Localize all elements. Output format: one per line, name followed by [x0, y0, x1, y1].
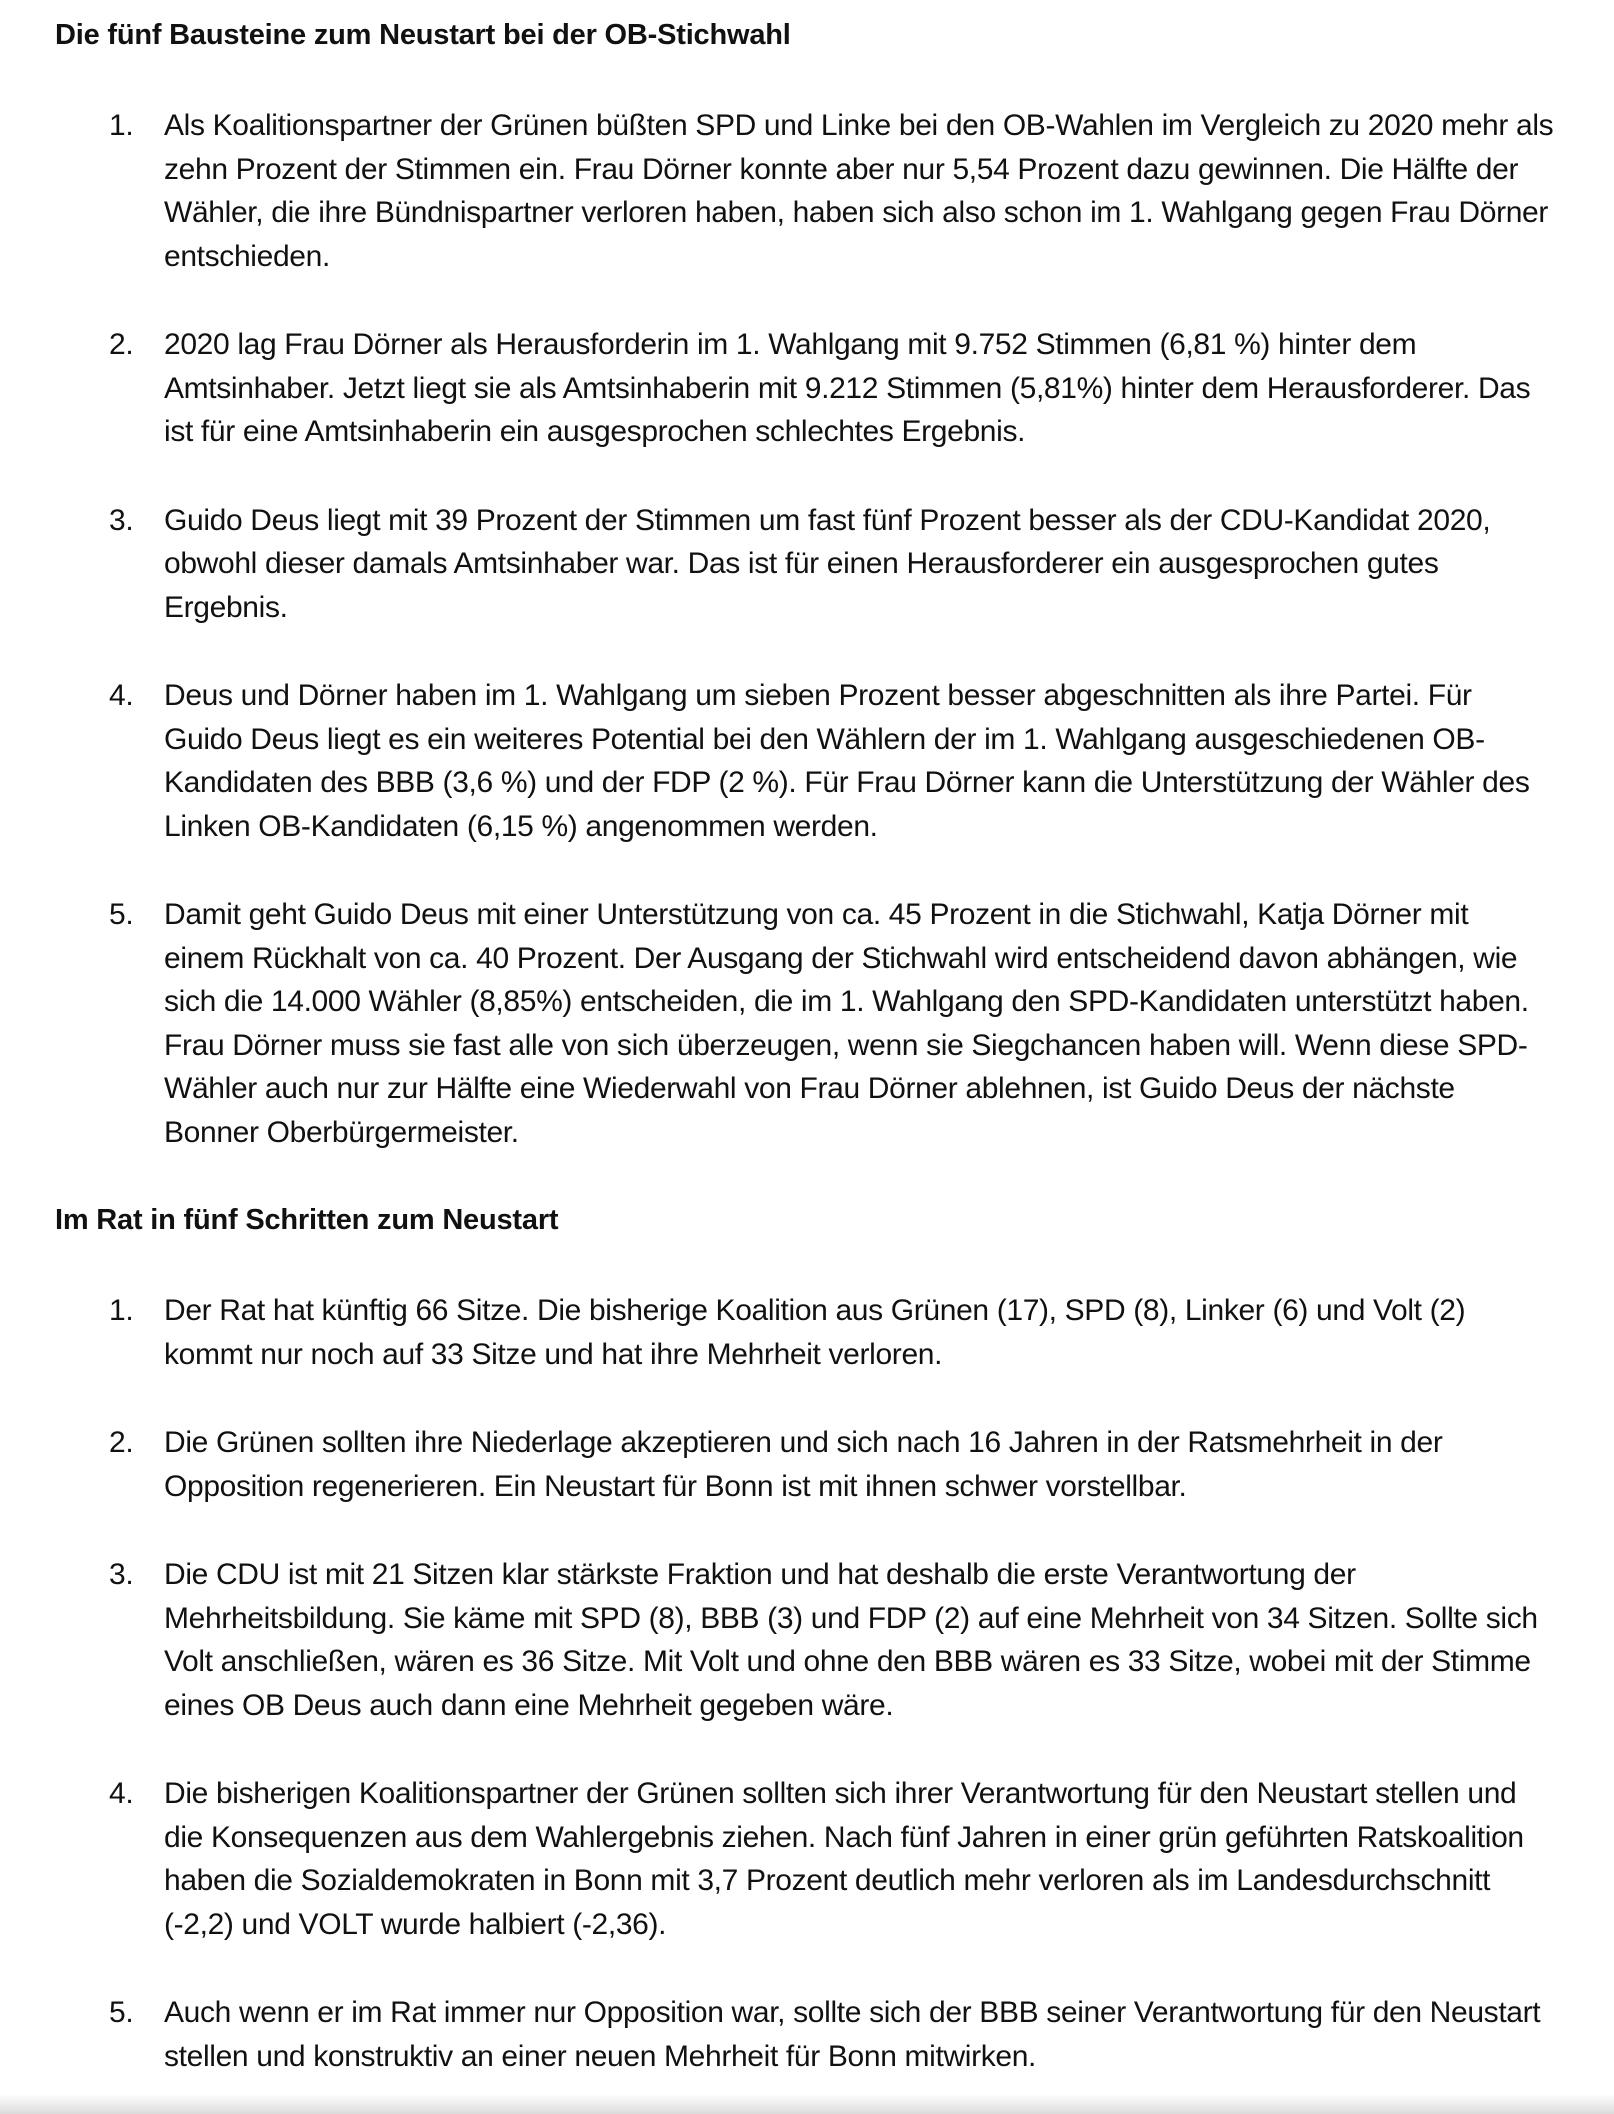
list-item-number: 3. [109, 1558, 134, 1591]
list-item-number: 2. [109, 328, 134, 361]
list-item [55, 893, 1554, 1154]
list-item-text: Guido Deus liegt mit 39 Prozent der Stimmen um fast fünf Prozent besser als der CDU-Kandidat 2020, obwohl dieser damals Amtsinhaber war. Das ist für einen Herausforderer ein ausgesprochen gutes Ergebnis. [164, 503, 1491, 624]
list-item-text: Auch wenn er im Rat immer nur Opposition war, sollte sich der BBB seiner Verantwortung für den Neustart stellen und konstruktiv an einer neuen Mehrheit für Bonn mitwirken. [164, 1996, 1541, 2073]
section-heading-ob-stichwahl: Die fünf Bausteine zum Neustart bei der OB-Stichwahl [55, 19, 791, 51]
list-item-text: Die Grünen sollten ihre Niederlage akzeptieren und sich nach 16 Jahren in der Ratsmehrheit in der Opposition regenerieren. Ein Neustart für Bonn ist mit ihnen schwer vorstellbar. [164, 1426, 1443, 1503]
list-item-number: 5. [109, 898, 134, 931]
list-item [55, 323, 1554, 454]
page-bottom-shadow [0, 2094, 1614, 2114]
list-item [55, 499, 1554, 630]
list-item [55, 674, 1554, 848]
list-item [55, 104, 1554, 278]
list-item-text: Deus und Dörner haben im 1. Wahlgang um sieben Prozent besser abgeschnitten als ihre Partei. Für Guido Deus liegt es ein weiteres Potential bei den Wählern der im 1. Wahlgang ausgeschiedenen OB-Kandidaten des BBB (3,6 %) und der FDP (2 %). Für Frau Dörner kann die Unterstützung der Wähler des Linken OB-Kandidaten (6,15 %) angenommen werden. [164, 679, 1530, 843]
list-item-number: 5. [109, 1996, 134, 2029]
list-item-text: Die bisherigen Koalitionspartner der Grünen sollten sich ihrer Verantwortung für den Neustart stellen und die Konsequenzen aus dem Wahlergebnis ziehen. Nach fünf Jahren in einer grün geführten Ratskoalition haben die Sozialdemokraten in Bonn mit 3,7 Prozent deutlich mehr verloren als im Landesdurchschnitt (-2,2) und VOLT wurde halbiert (-2,36). [164, 1777, 1524, 1941]
list-item [55, 1289, 1554, 1376]
list-item [55, 1772, 1554, 1946]
numbered-list-ob-stichwahl [55, 104, 1554, 1154]
list-item-number: 4. [109, 1777, 134, 1810]
list-item-number: 3. [109, 503, 134, 537]
numbered-list-rat-neustart [55, 1289, 1554, 2078]
list-item-number: 1. [109, 109, 134, 142]
section-heading-rat-neustart: Im Rat in fünf Schritten zum Neustart [55, 1204, 559, 1236]
list-item-text: 2020 lag Frau Dörner als Herausforderin im 1. Wahlgang mit 9.752 Stimmen (6,81 %) hinter dem Amtsinhaber. Jetzt liegt sie als Amtsinhaberin mit 9.212 Stimmen (5,81%) hinter dem Herausforderer. Das ist für eine Amtsinhaberin ein ausgesprochen schlechtes Ergebnis. [164, 328, 1531, 448]
list-item-number: 2. [109, 1426, 134, 1459]
list-item-text: Die CDU ist mit 21 Sitzen klar stärkste Fraktion und hat deshalb die erste Verantwortung der Mehrheitsbildung. Sie käme mit SPD (8), BBB (3) und FDP (2) auf eine Mehrheit von 34 Sitzen. Sollte sich Volt anschließen, wären es 36 Sitze. Mit Volt und ohne den BBB wären es 33 Sitze, wobei mit der Stimme eines OB Deus auch dann eine Mehrheit gegeben wäre. [164, 1558, 1538, 1722]
list-item-text: Damit geht Guido Deus mit einer Unterstützung von ca. 45 Prozent in die Stichwahl, Katja Dörner mit einem Rückhalt von ca. 40 Prozent. Der Ausgang der Stichwahl wird entscheidend davon abhängen, wie sich die 14.000 Wähler (8,85%) entscheiden, die im 1. Wahlgang den SPD-Kandidaten unterstützt haben. Frau Dörner muss sie fast alle von sich überzeugen, wenn sie Siegchancen haben will. Wenn diese SPD-Wähler auch nur zur Hälfte eine Wiederwahl von Frau Dörner ablehnen, ist Guido Deus der nächste Bonner Oberbürgermeister. [164, 898, 1529, 1149]
list-item [55, 1991, 1554, 2078]
list-item-text: Als Koalitionspartner der Grünen büßten SPD und Linke bei den OB-Wahlen im Vergleich zu 2020 mehr als zehn Prozent der Stimmen ein. Frau Dörner konnte aber nur 5,54 Prozent dazu gewinnen. Die Hälfte der Wähler, die ihre Bündnispartner verloren haben, haben sich also schon im 1. Wahlgang gegen Frau Dörner entschieden. [164, 109, 1554, 273]
list-item [55, 1553, 1554, 1727]
list-item-number: 4. [109, 679, 134, 712]
list-item-number: 1. [109, 1294, 134, 1327]
list-item [55, 1421, 1554, 1508]
list-item-text: Der Rat hat künftig 66 Sitze. Die bisherige Koalition aus Grünen (17), SPD (8), Linker (6) und Volt (2) kommt nur noch auf 33 Sitze und hat ihre Mehrheit verloren. [164, 1294, 1466, 1371]
